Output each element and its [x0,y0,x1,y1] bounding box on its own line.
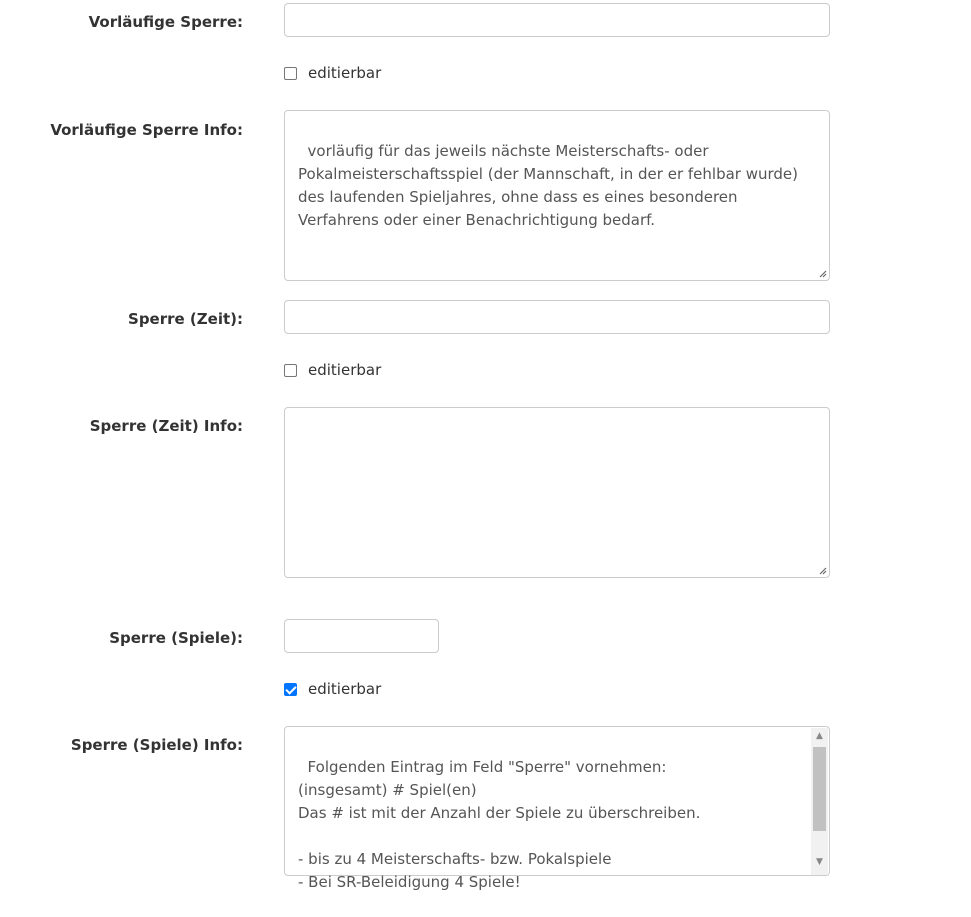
vorlaeufige-sperre-info-textarea[interactable] [284,110,830,281]
vorlaeufige-sperre-info-text: vorläufig für das jeweils nächste Meisterschafts- oder Pokalmeisterschaftsspiel (der Mannschaft, in der er fehlbar wurde) des laufenden Spieljahres, ohne dass es eines besonderen Verfahrens oder einer Benachrichtigung bedarf. [298,142,803,229]
resize-grip-icon[interactable] [817,565,827,575]
scroll-down-icon[interactable]: ▼ [816,857,823,867]
sperre-spiele-editable-checkbox[interactable] [284,683,297,696]
sperre-zeit-info-label: Sperre (Zeit) Info: [89,417,243,435]
sperre-spiele-label: Sperre (Spiele): [109,629,243,647]
sperre-spiele-editable-label: editierbar [308,680,382,698]
sperre-zeit-label: Sperre (Zeit): [128,310,243,328]
resize-grip-icon[interactable] [817,268,827,278]
scrollbar-thumb[interactable] [813,747,826,831]
sperre-zeit-editable-label: editierbar [308,361,382,379]
sperre-spiele-info-text: Folgenden Eintrag im Feld "Sperre" vornehmen: (insgesamt) # Spiel(en) Das # ist mit der Anzahl der Spiele zu überschreiben. - bis zu 4 Meisterschafts- bzw. Pokalspiele - Bei SR-Beleidigung 4 Spiele! [298,758,701,891]
sperre-spiele-info-label: Sperre (Spiele) Info: [70,736,243,754]
vorlaeufige-sperre-editable-row[interactable] [284,64,381,82]
vorlaeufige-sperre-editable-label: editierbar [308,64,382,82]
vorlaeufige-sperre-info-label: Vorläufige Sperre Info: [50,121,243,139]
sperre-zeit-editable-checkbox[interactable] [284,364,297,377]
scrollbar[interactable] [811,728,828,875]
sperre-zeit-info-textarea[interactable] [284,407,830,578]
vorlaeufige-sperre-input[interactable] [284,3,830,37]
sperre-spiele-info-textarea[interactable] [284,726,830,891]
scroll-up-icon[interactable]: ▲ [816,731,823,741]
sperre-spiele-editable-row[interactable] [284,680,381,698]
vorlaeufige-sperre-editable-checkbox[interactable] [284,67,297,80]
vorlaeufige-sperre-label: Vorläufige Sperre: [88,13,243,31]
sperre-spiele-input[interactable] [284,619,439,653]
sperre-zeit-input[interactable] [284,300,830,334]
sperre-zeit-editable-row[interactable] [284,361,381,379]
